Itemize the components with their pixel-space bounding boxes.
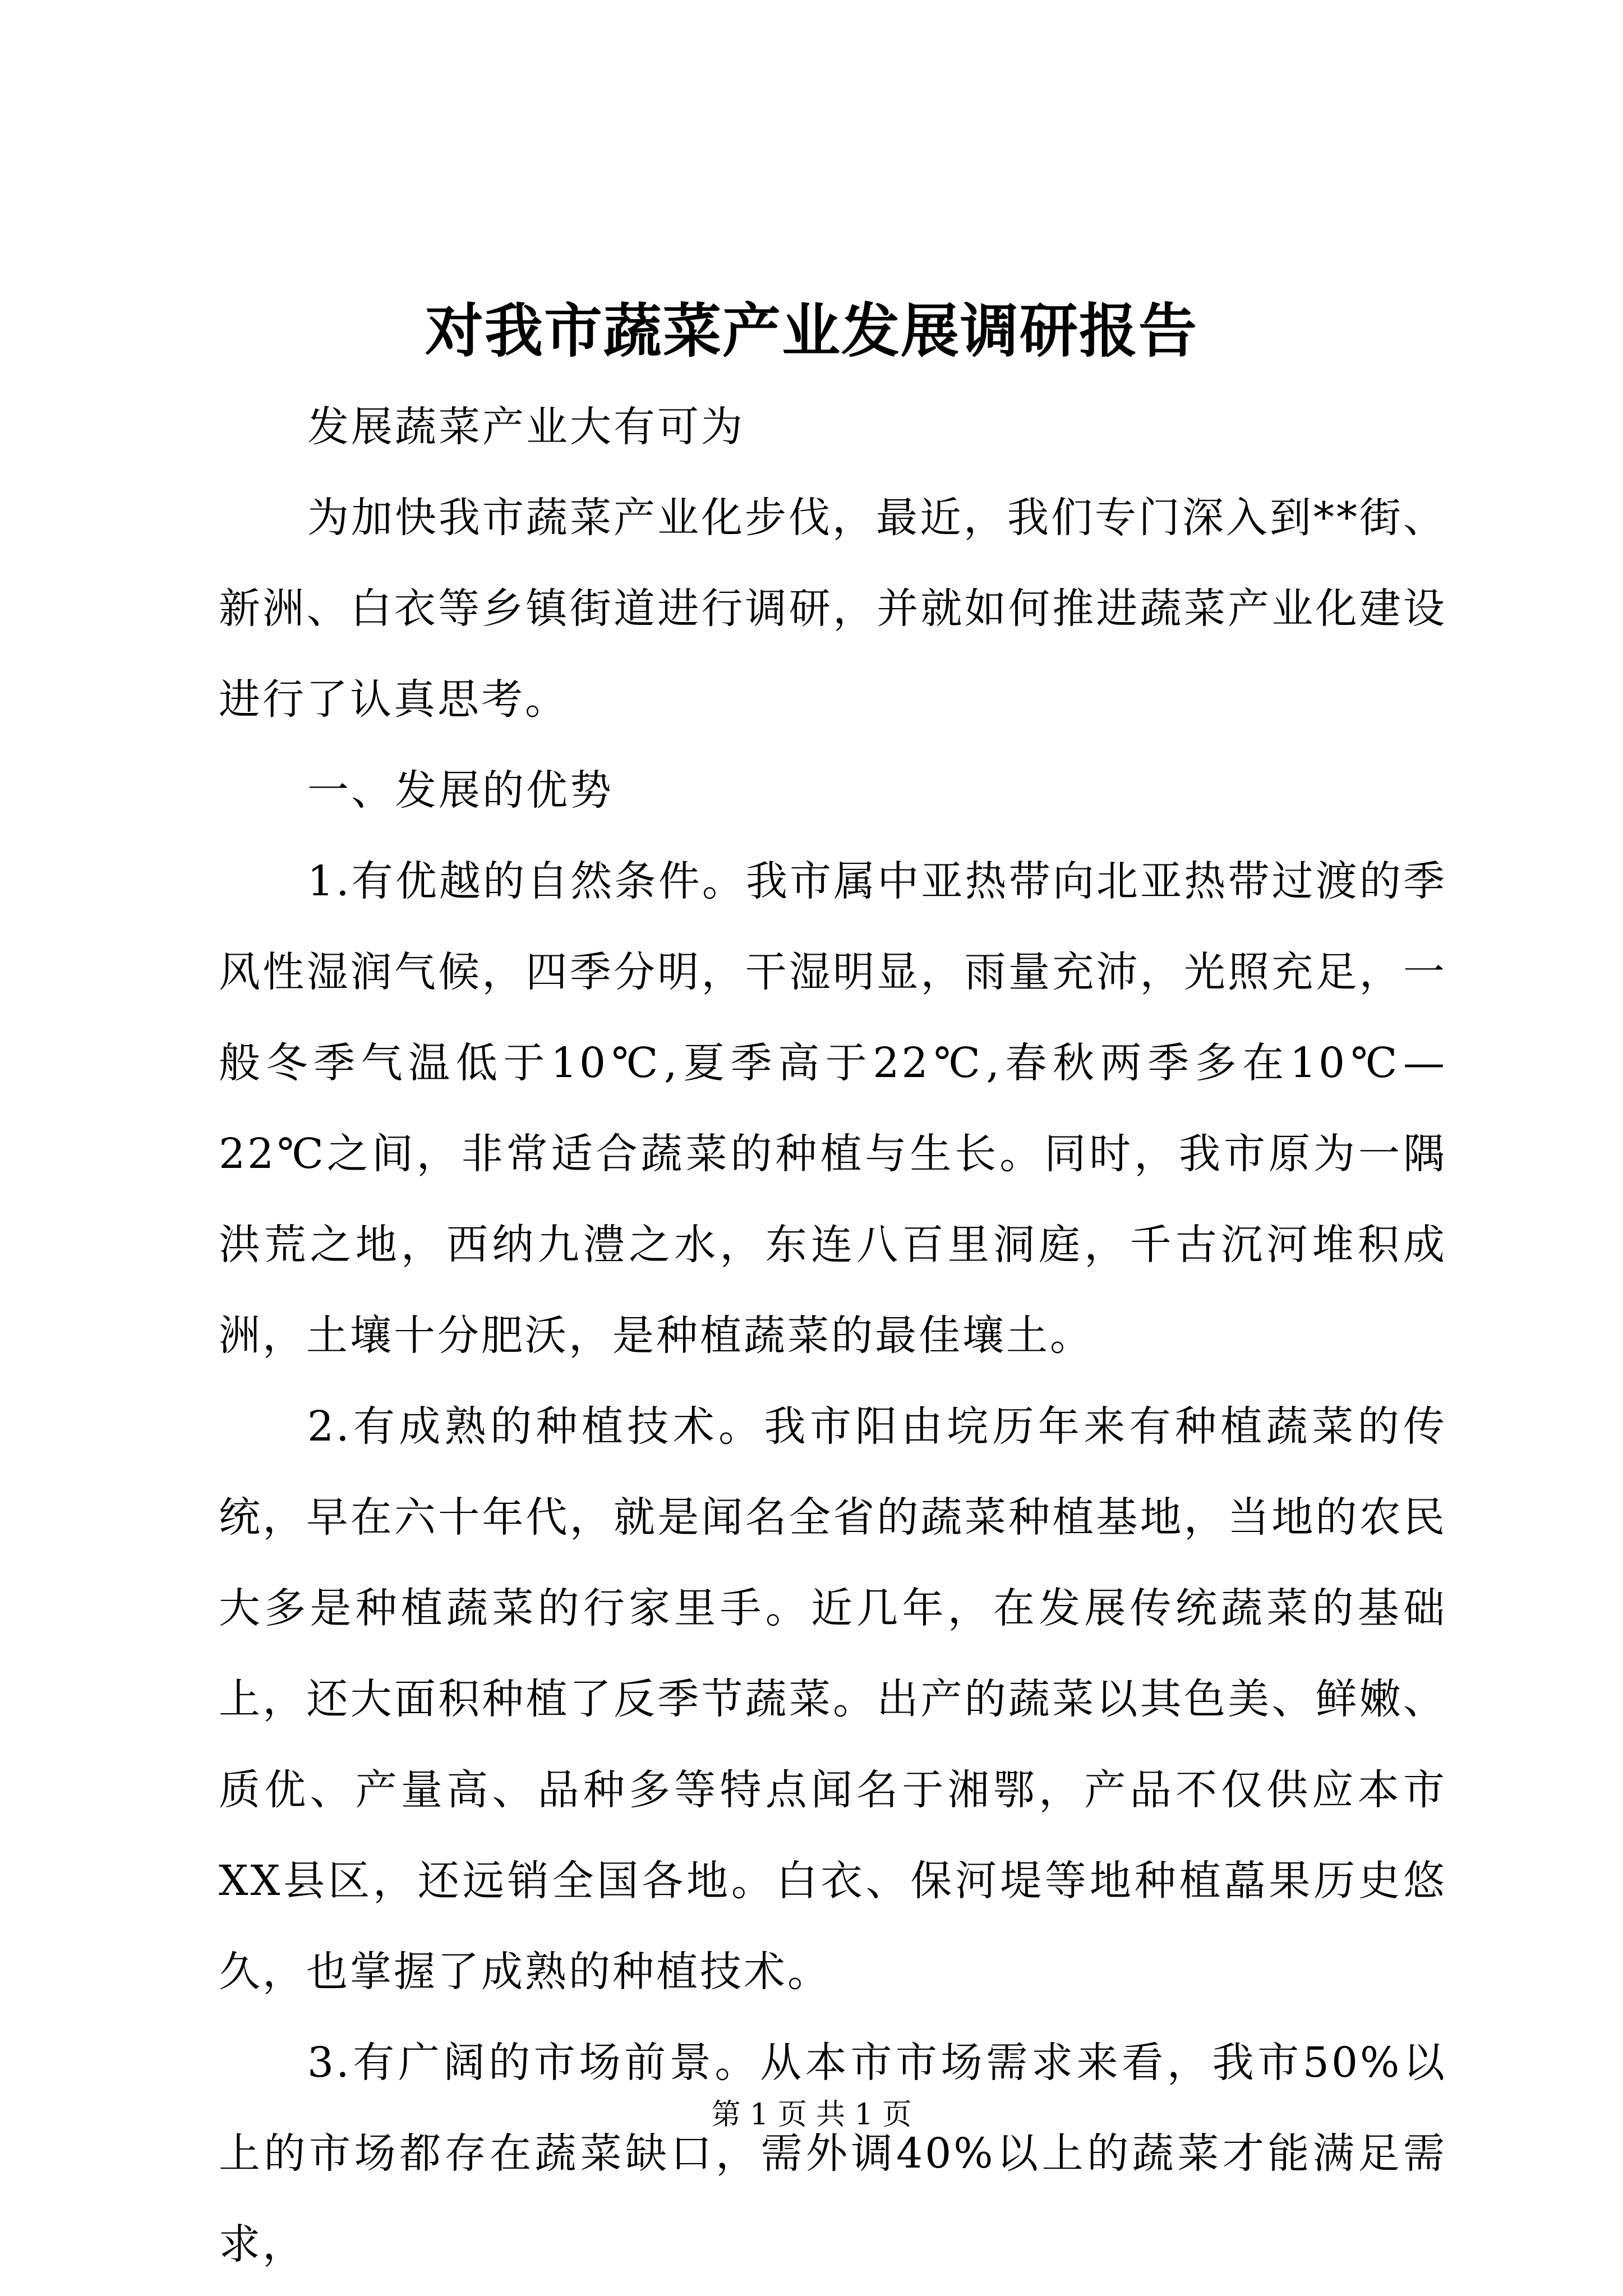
paragraph-natural-conditions: 1.有优越的自然条件。我市属中亚热带向北亚热带过渡的季风性湿润气候，四季分明，干湿明显，雨量充沛，光照充足，一般冬季气温低于10℃,夏季高于22℃,春秋两季多在10℃—22℃之间，非常适合蔬菜的种植与生长。同时，我市原为一隅洪荒之地，西纳九澧之水，东连八百里洞庭，千古沉河堆积成洲，土壤十分肥沃，是种植蔬菜的最佳壤土。	[219, 857, 1447, 1360]
page-footer: 第 1 页 共 1 页	[711, 2098, 912, 2132]
paragraph-market-prospects: 3.有广阔的市场前景。从本市市场需求来看，我市50%以上的市场都存在蔬菜缺口，需外调40%以上的蔬菜才能满足需求，	[219, 2039, 1447, 2269]
section-heading: 一、发展的优势	[307, 766, 614, 815]
page-title: 对我市蔬菜产业发展调研报告	[425, 296, 1198, 365]
paragraph-intro: 为加快我市蔬菜产业化步伐，最近，我们专门深入到**街、新洲、白衣等乡镇街道进行调研，并就如何推进蔬菜产业化建设进行了认真思考。	[219, 494, 1447, 724]
paragraph-subtitle: 发展蔬菜产业大有可为	[307, 403, 745, 451]
paragraph-planting-technology: 2.有成熟的种植技术。我市阳由垸历年来有种植蔬菜的传统，早在六十年代，就是闻名全省的蔬菜种植基地，当地的农民大多是种植蔬菜的行家里手。近几年，在发展传统蔬菜的基础上，还大面积种植了反季节蔬菜。出产的蔬菜以其色美、鲜嫩、质优、产量高、品种多等特点闻名于湘鄂，产品不仅供应本市XX县区，还远销全国各地。白衣、保河堤等地种植藠果历史悠久，也掌握了成熟的种植技术。	[219, 1402, 1447, 1996]
document-body	[219, 381, 1447, 2290]
